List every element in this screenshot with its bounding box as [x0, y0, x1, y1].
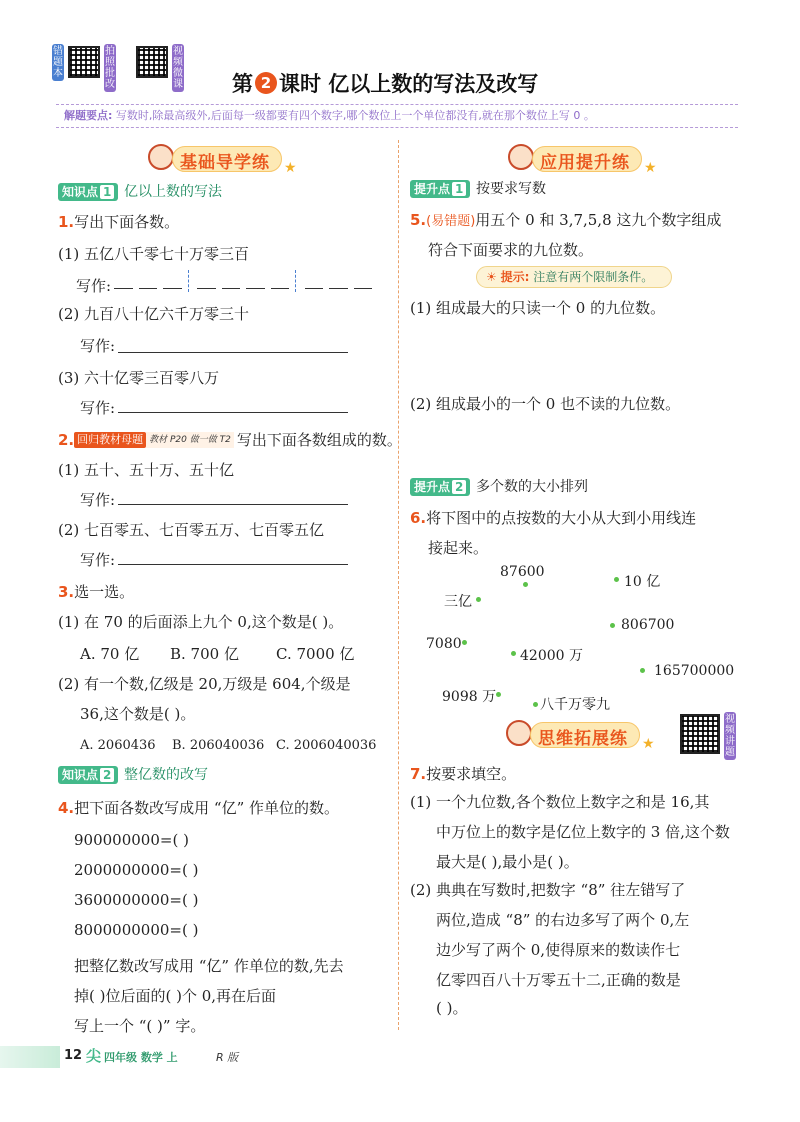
- footer-grade: 四年级 数学 上: [104, 1051, 178, 1064]
- qr-code-video[interactable]: [136, 46, 168, 78]
- option-a[interactable]: A. 2060436: [80, 738, 156, 753]
- question-7-1-cont: 中万位上的数字是亿位上数字的 3 倍,这个数: [436, 823, 730, 841]
- answer-line[interactable]: [118, 412, 348, 413]
- tip-line: [64, 108, 595, 124]
- question-7-2-cont: 亿零四百八十万零五十二,正确的数是: [436, 971, 681, 989]
- star-icon: ★: [284, 160, 297, 176]
- point-label: 42000 万: [520, 648, 583, 664]
- page-title: [232, 68, 538, 98]
- qr-code-grading[interactable]: [68, 46, 100, 78]
- section-apply-title: 应用提升练: [540, 153, 630, 173]
- wrong-book-tag: 错题本: [53, 46, 63, 79]
- question-4: 4.把下面各数改写成用 “亿” 作单位的数。: [58, 799, 340, 817]
- point-label: 三亿: [444, 594, 472, 610]
- answer-space[interactable]: [410, 418, 730, 474]
- section-basic-title: 基础导学练: [180, 153, 270, 173]
- conversion-item[interactable]: 3600000000=( ): [74, 891, 199, 909]
- point-label: 9098 万: [442, 689, 497, 705]
- knowledge-point-1-title: 亿以上数的写法: [124, 184, 222, 200]
- point-label: 806700: [621, 617, 675, 633]
- photo-grading-tag: 拍照批改: [105, 46, 115, 90]
- tip-label: 解题要点:: [64, 109, 113, 122]
- question-1: 1.写出下面各数。: [58, 213, 180, 231]
- question-4-note: 把整亿数改写成用 “亿” 作单位的数,先去: [74, 957, 344, 975]
- answer-line[interactable]: [118, 564, 348, 565]
- tip-text: 写数时,除最高级外,后面每一级都要有四个数字,哪个数位上一个单位都没有,就在那个数位上写 0 。: [115, 109, 595, 122]
- question-7-1: (1) 一个九位数,各个数位上数字之和是 16,其: [410, 793, 710, 811]
- point-label: 87600: [500, 564, 545, 580]
- question-1-2: (2) 九百八十亿六千万零三十: [58, 305, 250, 323]
- question-4-note: 写上一个 “( )” 字。: [74, 1017, 206, 1035]
- question-7: 7.按要求填空。: [410, 765, 517, 783]
- question-7-2-cont: 边少写了两个 0,使得原来的数读作七: [436, 941, 681, 959]
- knowledge-point-1-badge: 知识点 1: [58, 183, 118, 201]
- qr-code-explain[interactable]: [680, 714, 720, 754]
- point-label: 八千万零九: [540, 697, 610, 713]
- point-label: 7080: [426, 636, 462, 652]
- answer-space[interactable]: [410, 322, 730, 386]
- point-dot[interactable]: [610, 623, 615, 628]
- question-5-2: (2) 组成最小的一个 0 也不读的九位数。: [410, 395, 681, 413]
- knowledge-point-2-badge: 知识点 2: [58, 766, 118, 784]
- question-1-3: (3) 六十亿零三百零八万: [58, 369, 220, 387]
- textbook-ref: 教材 P20 做一做 T2: [146, 432, 234, 448]
- question-6-cont: 接起来。: [428, 539, 489, 557]
- question-7-2: (2) 典典在写数时,把数字 “8” 往左错写了: [410, 881, 686, 899]
- footer-bar: [0, 1046, 60, 1068]
- upgrade-point-1-title: 按要求写数: [476, 181, 546, 197]
- question-3: 3.选一选。: [58, 583, 135, 601]
- conversion-item[interactable]: 900000000=( ): [74, 831, 189, 849]
- write-label: 写作:: [80, 337, 116, 355]
- upgrade-point-2-title: 多个数的大小排列: [476, 479, 588, 495]
- hint-line: ☀ 提示: 注意有两个限制条件。: [486, 270, 654, 284]
- point-label: 10 亿: [624, 574, 661, 590]
- question-7-1-cont: 最大是( ),最小是( )。: [436, 853, 579, 871]
- option-c[interactable]: C. 7000 亿: [276, 645, 355, 663]
- point-dot[interactable]: [476, 597, 481, 602]
- option-a[interactable]: A. 70 亿: [80, 645, 140, 663]
- answer-line[interactable]: [118, 504, 348, 505]
- video-explain-tag: 视频讲题: [725, 714, 735, 758]
- point-dot[interactable]: [640, 668, 645, 673]
- point-dot[interactable]: [533, 702, 538, 707]
- upgrade-point-1-badge: 提升点 1: [410, 180, 470, 198]
- video-lesson-tag: 视频微课: [173, 46, 183, 90]
- question-5: 5.(易错题)用五个 0 和 3,7,5,8 这九个数字组成: [410, 211, 722, 229]
- option-b[interactable]: B. 206040036: [172, 738, 265, 753]
- question-5-1: (1) 组成最大的只读一个 0 的九位数。: [410, 299, 666, 317]
- question-2-1: (1) 五十、五十万、五十亿: [58, 461, 235, 479]
- question-4-note: 掉( )位后面的( )个 0,再在后面: [74, 987, 277, 1005]
- title-prefix: 第: [232, 72, 253, 96]
- conversion-item[interactable]: 8000000000=( ): [74, 921, 199, 939]
- answer-line[interactable]: [118, 352, 348, 353]
- column-divider: [398, 140, 399, 1030]
- point-dot[interactable]: [462, 640, 467, 645]
- point-dot[interactable]: [511, 651, 516, 656]
- question-2-2: (2) 七百零五、七百零五万、七百零五亿: [58, 521, 325, 539]
- point-dot[interactable]: [523, 582, 528, 587]
- write-label: 写作:: [76, 277, 112, 295]
- mascot-icon: [508, 144, 534, 170]
- question-7-2-cont: ( )。: [436, 999, 468, 1017]
- write-label: 写作:: [80, 491, 116, 509]
- mascot-icon: [148, 144, 174, 170]
- question-1-1: (1) 五亿八千零七十万零三百: [58, 245, 250, 263]
- brand-logo: 尖: [86, 1047, 102, 1065]
- page-number: 12: [64, 1048, 83, 1063]
- section-thinking-title: 思维拓展练: [538, 729, 628, 749]
- knowledge-point-2-title: 整亿数的改写: [124, 767, 208, 783]
- hint-icon: ☀: [486, 270, 497, 284]
- question-3-2: (2) 有一个数,亿级是 20,万级是 604,个级是: [58, 675, 351, 693]
- option-c[interactable]: C. 2006040036: [276, 738, 377, 753]
- textbook-tag: 回归教材母题: [74, 432, 146, 448]
- digit-blanks[interactable]: [114, 288, 372, 290]
- question-6: 6.将下图中的点按数的大小从大到小用线连: [410, 509, 697, 527]
- question-2: 2. 回归教材母题 教材 P20 做一做 T2 写出下面各数组成的数。: [58, 431, 402, 449]
- lesson-number-badge: 2: [255, 72, 277, 94]
- mascot-icon: [506, 720, 532, 746]
- question-5-cont: 符合下面要求的九位数。: [428, 241, 594, 259]
- title-main: 课时 亿以上数的写法及改写: [279, 72, 539, 96]
- point-label: 165700000: [654, 663, 735, 679]
- footer-edition: R 版: [216, 1051, 239, 1064]
- conversion-item[interactable]: 2000000000=( ): [74, 861, 199, 879]
- point-dot[interactable]: [496, 692, 501, 697]
- option-b[interactable]: B. 700 亿: [170, 645, 239, 663]
- star-icon: ★: [642, 736, 655, 752]
- question-7-2-cont: 两位,造成 “8” 的右边多写了两个 0,左: [436, 911, 690, 929]
- write-label: 写作:: [80, 551, 116, 569]
- write-label: 写作:: [80, 399, 116, 417]
- point-dot[interactable]: [614, 577, 619, 582]
- question-3-1: (1) 在 70 的后面添上九个 0,这个数是( )。: [58, 613, 344, 631]
- upgrade-point-2-badge: 提升点 2: [410, 478, 470, 496]
- star-icon: ★: [644, 160, 657, 176]
- question-3-2-cont: 36,这个数是( )。: [80, 705, 196, 723]
